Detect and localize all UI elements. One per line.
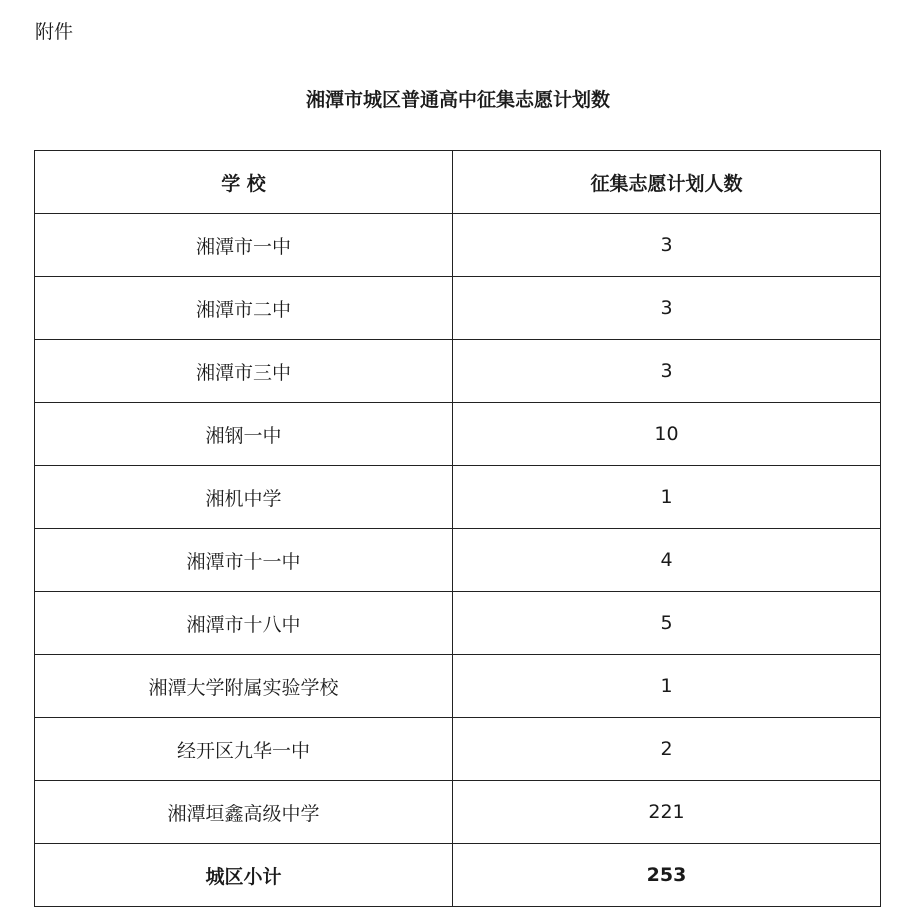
table-row [35, 718, 881, 781]
count-cell: 3 [453, 340, 881, 403]
school-cell: 湘潭大学附属实验学校 [35, 655, 453, 718]
school-cell: 湘潭市一中 [35, 214, 453, 277]
attachment-label: 附件 [35, 21, 74, 43]
table-row [35, 781, 881, 844]
school-cell: 湘钢一中 [35, 403, 453, 466]
school-cell: 湘潭市十八中 [35, 592, 453, 655]
count-cell: 2 [453, 718, 881, 781]
table-row [35, 277, 881, 340]
school-cell: 湘机中学 [35, 466, 453, 529]
count-cell: 4 [453, 529, 881, 592]
total-count-cell: 253 [453, 844, 881, 907]
table-header [35, 151, 881, 214]
count-cell: 5 [453, 592, 881, 655]
school-cell: 经开区九华一中 [35, 718, 453, 781]
total-row [35, 844, 881, 907]
count-cell: 1 [453, 655, 881, 718]
school-cell: 湘潭市十一中 [35, 529, 453, 592]
total-label-cell: 城区小计 [35, 844, 453, 907]
table-row [35, 655, 881, 718]
header-row [35, 151, 881, 214]
header-count: 征集志愿计划人数 [453, 151, 881, 214]
header-school: 学 校 [35, 151, 453, 214]
table-row [35, 403, 881, 466]
table-body [35, 214, 881, 907]
plan-table [34, 150, 881, 907]
page-title: 湘潭市城区普通高中征集志愿计划数 [305, 89, 610, 111]
table-row [35, 340, 881, 403]
table-row [35, 529, 881, 592]
count-cell: 10 [453, 403, 881, 466]
school-cell: 湘潭市三中 [35, 340, 453, 403]
school-cell: 湘潭市二中 [35, 277, 453, 340]
count-cell: 221 [453, 781, 881, 844]
table-row [35, 214, 881, 277]
count-cell: 1 [453, 466, 881, 529]
count-cell: 3 [453, 277, 881, 340]
table-row [35, 592, 881, 655]
school-cell: 湘潭垣鑫高级中学 [35, 781, 453, 844]
count-cell: 3 [453, 214, 881, 277]
table-row [35, 466, 881, 529]
